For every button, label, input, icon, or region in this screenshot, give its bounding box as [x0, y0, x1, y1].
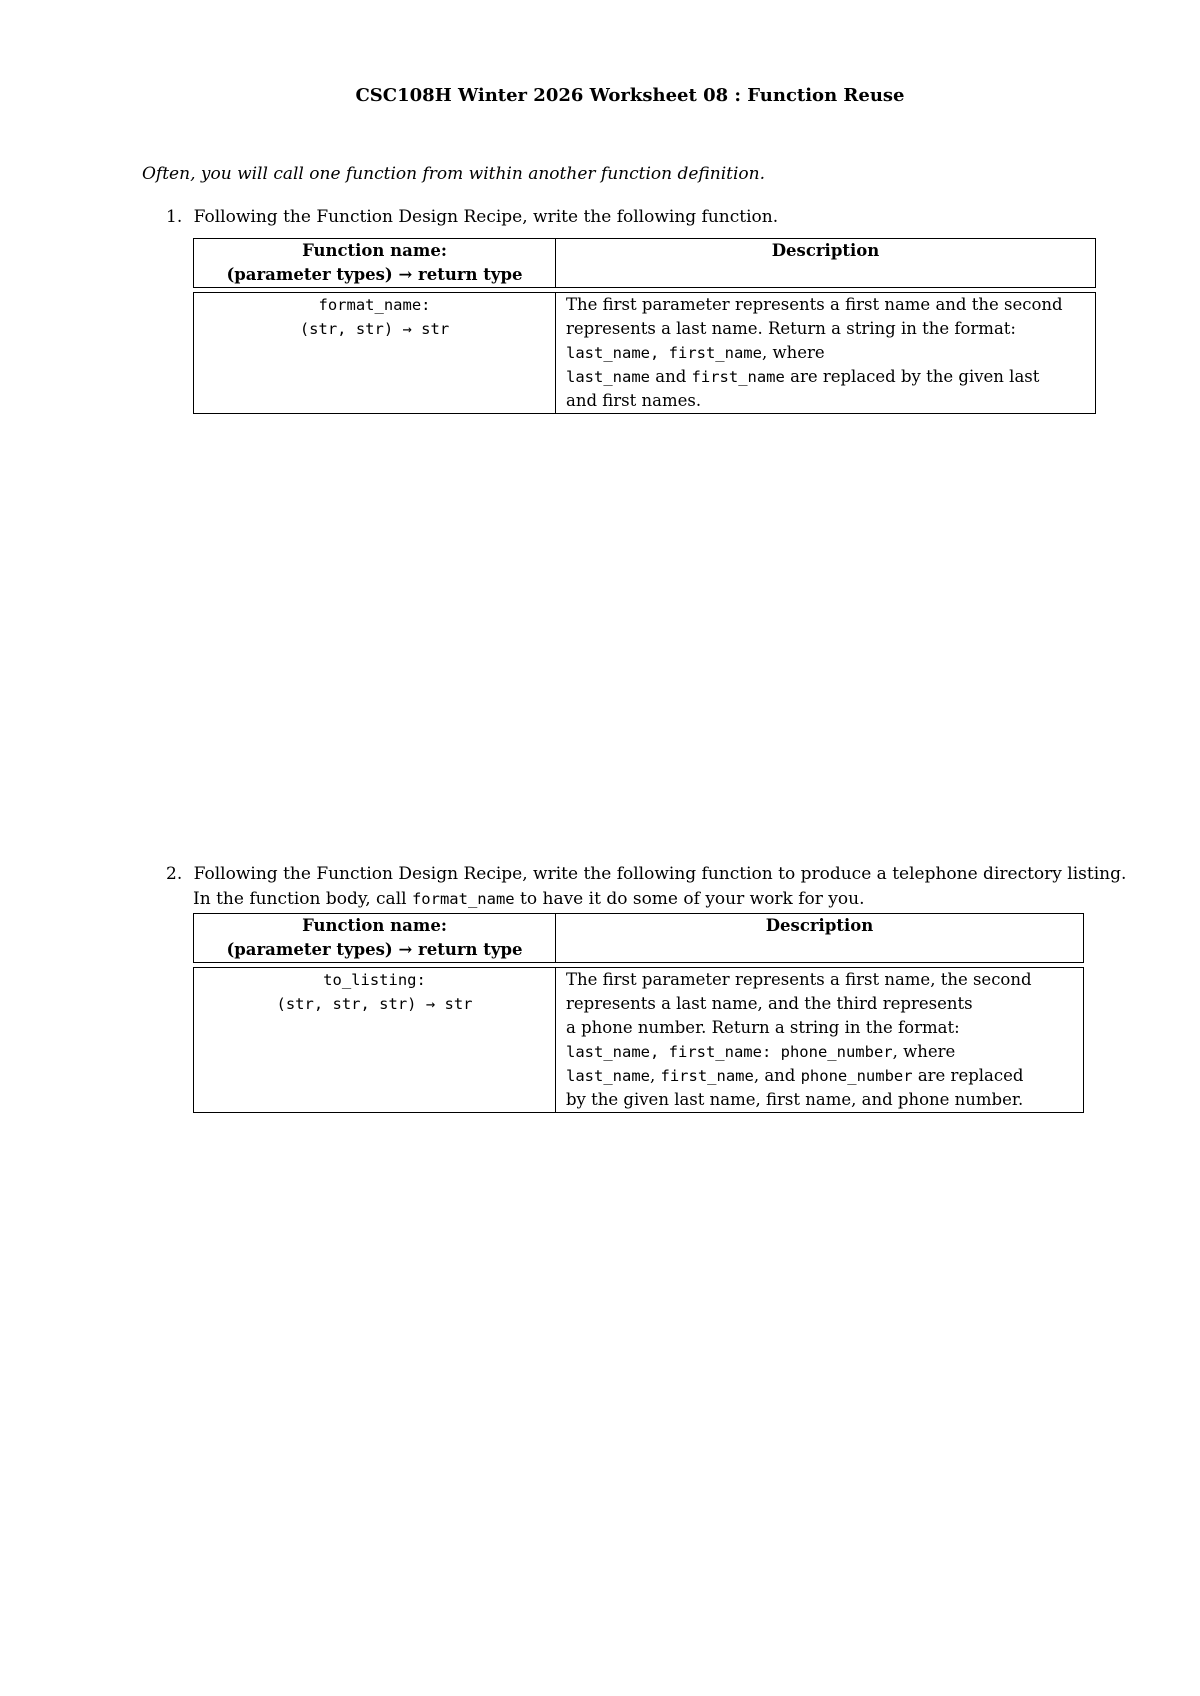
header-description-label: Description: [771, 241, 880, 260]
page-title: CSC108H Winter 2026 Worksheet 08 : Function Reuse: [355, 85, 905, 106]
description-line: by the given last name, first name, and phone number.: [566, 1090, 1024, 1109]
code-format: last_name, first_name: [566, 344, 762, 362]
question-1-function-table: [193, 238, 1096, 414]
header-description-label: Description: [765, 916, 874, 935]
code-first-name: first_name: [660, 1067, 754, 1085]
question-2-prompt: [166, 862, 1126, 886]
question-2-number: 2.: [166, 864, 183, 884]
function-name: format_name:: [318, 296, 431, 314]
description-line: [566, 341, 1085, 365]
description-text: , and: [753, 1066, 801, 1085]
question-1-number: 1.: [166, 207, 183, 227]
description-text: and: [650, 367, 692, 386]
code-first-name: first_name: [691, 368, 785, 386]
header-function-name-label: Function name:: [302, 241, 447, 260]
description-line: a phone number. Return a string in the format:: [566, 1018, 960, 1037]
function-signature-cell: [194, 968, 556, 1113]
code-last-name: last_name: [566, 368, 650, 386]
code-last-name: last_name: [566, 1067, 650, 1085]
description-line: The first parameter represents a first name, the second: [566, 970, 1032, 989]
function-signature: (str, str) → str: [299, 320, 450, 338]
code-format: last_name, first_name: phone_number: [566, 1043, 893, 1061]
description-header: [556, 914, 1084, 963]
table-row: [194, 293, 1096, 414]
table-row: [194, 968, 1084, 1113]
question-1-text: Following the Function Design Recipe, write the following function.: [193, 207, 779, 227]
function-name-header: [194, 914, 556, 963]
code-format-name: format_name: [411, 890, 515, 908]
question-2-prompt-line2: [193, 887, 865, 911]
function-description-cell: [556, 968, 1084, 1113]
description-line: and first names.: [566, 391, 702, 410]
header-function-name-label: Function name:: [302, 916, 447, 935]
function-signature-cell: [194, 293, 556, 414]
function-signature: (str, str, str) → str: [276, 995, 473, 1013]
question-2-text-b: to have it do some of your work for you.: [514, 889, 865, 909]
description-text: , where: [761, 343, 825, 362]
question-2-function-table: [193, 913, 1084, 1113]
question-2-text-a: In the function body, call: [193, 889, 412, 909]
table-header-row: [194, 239, 1096, 288]
description-line: represents a last name. Return a string in the format:: [566, 319, 1016, 338]
header-param-types-label: (parameter types) → return type: [226, 940, 523, 959]
table-header-row: [194, 914, 1084, 963]
function-description-cell: [556, 293, 1096, 414]
header-param-types-label: (parameter types) → return type: [226, 265, 523, 284]
description-text: are replaced: [912, 1066, 1024, 1085]
description-line: represents a last name, and the third represents: [566, 994, 973, 1013]
code-phone-number: phone_number: [800, 1067, 913, 1085]
question-2-text: Following the Function Design Recipe, write the following function to produce a telephone directory listing.: [193, 864, 1127, 884]
description-line: The first parameter represents a first name and the second: [566, 295, 1063, 314]
description-line: [566, 1040, 1073, 1064]
question-1-prompt: [166, 205, 778, 229]
description-line: [566, 365, 1085, 389]
description-text: , where: [892, 1042, 956, 1061]
description-text: ,: [650, 1066, 661, 1085]
function-name-header: [194, 239, 556, 288]
function-name: to_listing:: [323, 971, 426, 989]
description-line: [566, 1064, 1073, 1088]
description-text: are replaced by the given last: [784, 367, 1040, 386]
description-header: [556, 239, 1096, 288]
intro-paragraph: Often, you will call one function from within another function definition.: [142, 164, 765, 184]
